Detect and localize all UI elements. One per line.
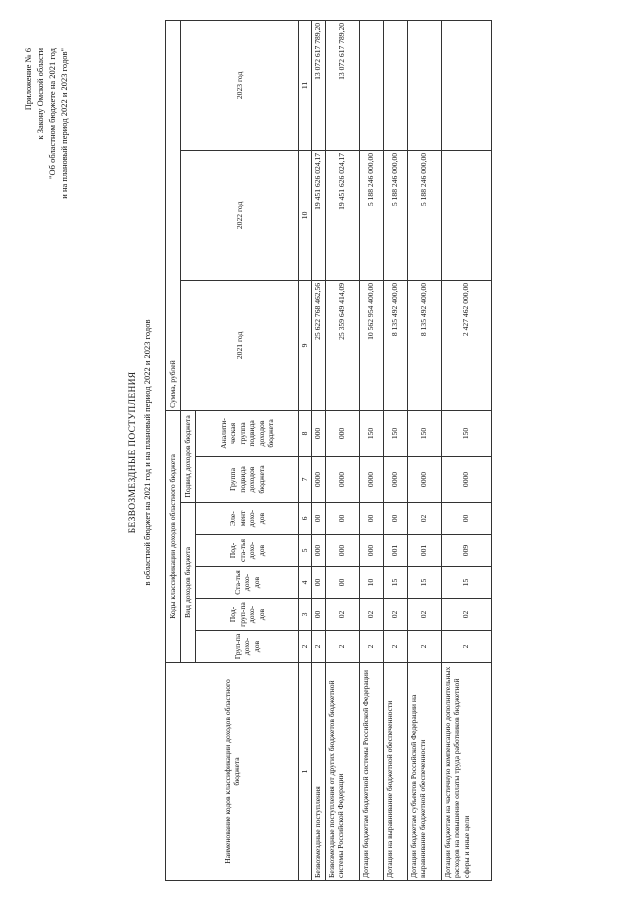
col-number: 8 xyxy=(299,410,312,456)
row-code: 009 xyxy=(441,535,491,567)
header-codes: Коды классификации доходов областного бюджета xyxy=(166,410,181,662)
amount-2022: 19 451 626 024,17 xyxy=(311,150,325,280)
appendix-header xyxy=(22,48,70,199)
header-subkind: Подвид доходов бюджета xyxy=(181,410,196,502)
amount-2022: 19 451 626 024,17 xyxy=(325,150,359,280)
col-number: 6 xyxy=(299,503,312,535)
table-row xyxy=(407,20,441,880)
document-title: БЕЗВОЗМЕЗДНЫЕ ПОСТУПЛЕНИЯ xyxy=(128,371,138,534)
row-name: Дотации бюджетам на частичную компенсацию дополнительных расходов на повышение оплаты труда работников бюджетной сферы и иные цели xyxy=(441,663,491,881)
table-row xyxy=(359,20,383,880)
row-code: 00 xyxy=(325,567,359,599)
amount-2023 xyxy=(407,20,441,150)
row-code: 0000 xyxy=(383,457,407,503)
document-subtitle: в областной бюджет на 2021 год и на плановый период 2022 и 2023 годов xyxy=(142,319,152,586)
row-code: 150 xyxy=(441,410,491,456)
amount-2022: 5 188 246 000,00 xyxy=(407,150,441,280)
row-code: 000 xyxy=(359,535,383,567)
row-code: 00 xyxy=(311,503,325,535)
row-code: 2 xyxy=(325,631,359,663)
col-number: 10 xyxy=(299,150,312,280)
row-code: 150 xyxy=(383,410,407,456)
row-code: 02 xyxy=(359,599,383,631)
row-name: Дотации бюджетам бюджетной системы Российской Федерации xyxy=(359,663,383,881)
row-code: 00 xyxy=(311,599,325,631)
row-name: Безвозмездные поступления от других бюджетов бюджетной системы Российской Федерации xyxy=(325,663,359,881)
table-row xyxy=(325,20,359,880)
row-code: 00 xyxy=(441,503,491,535)
col-number: 5 xyxy=(299,535,312,567)
row-code: 001 xyxy=(407,535,441,567)
col-number: 4 xyxy=(299,567,312,599)
row-code: 0000 xyxy=(359,457,383,503)
row-code: 150 xyxy=(407,410,441,456)
amount-2021: 25 622 768 462,56 xyxy=(311,280,325,410)
header-article: Ста-тья дохо-дов xyxy=(196,567,299,599)
header-subarticle: Под-ста-тья дохо-дов xyxy=(196,535,299,567)
row-code: 000 xyxy=(325,410,359,456)
col-number: 3 xyxy=(299,599,312,631)
header-analytic-group: Аналити-ческая группа подвида доходов бюджета xyxy=(196,410,299,456)
amount-2022: 5 188 246 000,00 xyxy=(383,150,407,280)
header-line: "Об областном бюджете на 2021 год xyxy=(47,48,57,179)
row-code: 0000 xyxy=(407,457,441,503)
header-element: Эле-мент дохо-дов xyxy=(196,503,299,535)
amount-2021: 8 135 492 400,00 xyxy=(407,280,441,410)
amount-2022: 5 188 246 000,00 xyxy=(359,150,383,280)
row-code: 10 xyxy=(359,567,383,599)
row-code: 02 xyxy=(407,503,441,535)
amount-2023 xyxy=(383,20,407,150)
header-2021: 2021 год xyxy=(181,280,299,410)
row-code: 000 xyxy=(325,535,359,567)
row-code: 150 xyxy=(359,410,383,456)
header-group: Груп-па дохо-дов xyxy=(196,631,299,663)
row-code: 02 xyxy=(407,599,441,631)
amount-2023 xyxy=(441,20,491,150)
row-code: 0000 xyxy=(441,457,491,503)
row-name: Безвозмездные поступления xyxy=(311,663,325,881)
row-code: 00 xyxy=(325,503,359,535)
row-code: 2 xyxy=(311,631,325,663)
amount-2022 xyxy=(441,150,491,280)
row-code: 0000 xyxy=(311,457,325,503)
amount-2021: 25 359 649 414,09 xyxy=(325,280,359,410)
row-name: Дотации бюджетам субъектов Российской Федерации на выравнивание бюджетной обеспеченности xyxy=(407,663,441,881)
row-code: 2 xyxy=(383,631,407,663)
col-number: 9 xyxy=(299,280,312,410)
row-code: 15 xyxy=(383,567,407,599)
amount-2021: 2 427 462 000,00 xyxy=(441,280,491,410)
table-row xyxy=(441,20,491,880)
row-code: 15 xyxy=(441,567,491,599)
row-code: 02 xyxy=(325,599,359,631)
amount-2023 xyxy=(359,20,383,150)
col-number: 2 xyxy=(299,631,312,663)
col-number: 11 xyxy=(299,20,312,150)
header-line: к Закону Омской области xyxy=(35,48,45,140)
col-number: 1 xyxy=(299,663,312,881)
header-subgroup: Под-груп-па дохо-дов xyxy=(196,599,299,631)
header-sum: Сумма, рублей xyxy=(166,20,181,410)
amount-2021: 10 562 954 400,00 xyxy=(359,280,383,410)
revenue-table xyxy=(165,20,492,881)
header-2023: 2023 год xyxy=(181,20,299,150)
row-code: 00 xyxy=(311,567,325,599)
row-code: 15 xyxy=(407,567,441,599)
row-code: 000 xyxy=(311,535,325,567)
header-subkind-group: Группа подвида доходов бюджета xyxy=(196,457,299,503)
header-2022: 2022 год xyxy=(181,150,299,280)
row-name: Дотации на выравнивание бюджетной обеспеченности xyxy=(383,663,407,881)
row-code: 000 xyxy=(311,410,325,456)
row-code: 2 xyxy=(441,631,491,663)
col-number: 7 xyxy=(299,457,312,503)
amount-2023: 13 072 617 789,20 xyxy=(311,20,325,150)
header-name: Наименование кодов классификации доходов областного бюджета xyxy=(166,663,299,881)
amount-2021: 8 135 492 400,00 xyxy=(383,280,407,410)
row-code: 2 xyxy=(359,631,383,663)
header-line: и на плановый период 2022 и 2023 годов" xyxy=(59,48,69,199)
header-line: Приложение № 6 xyxy=(23,48,33,111)
row-code: 0000 xyxy=(325,457,359,503)
row-code: 02 xyxy=(383,599,407,631)
row-code: 02 xyxy=(441,599,491,631)
header-kind: Вид доходов бюджета xyxy=(181,503,196,663)
row-code: 00 xyxy=(359,503,383,535)
amount-2023: 13 072 617 789,20 xyxy=(325,20,359,150)
row-code: 2 xyxy=(407,631,441,663)
table-row xyxy=(311,20,325,880)
row-code: 001 xyxy=(383,535,407,567)
row-code: 00 xyxy=(383,503,407,535)
table-row xyxy=(383,20,407,880)
